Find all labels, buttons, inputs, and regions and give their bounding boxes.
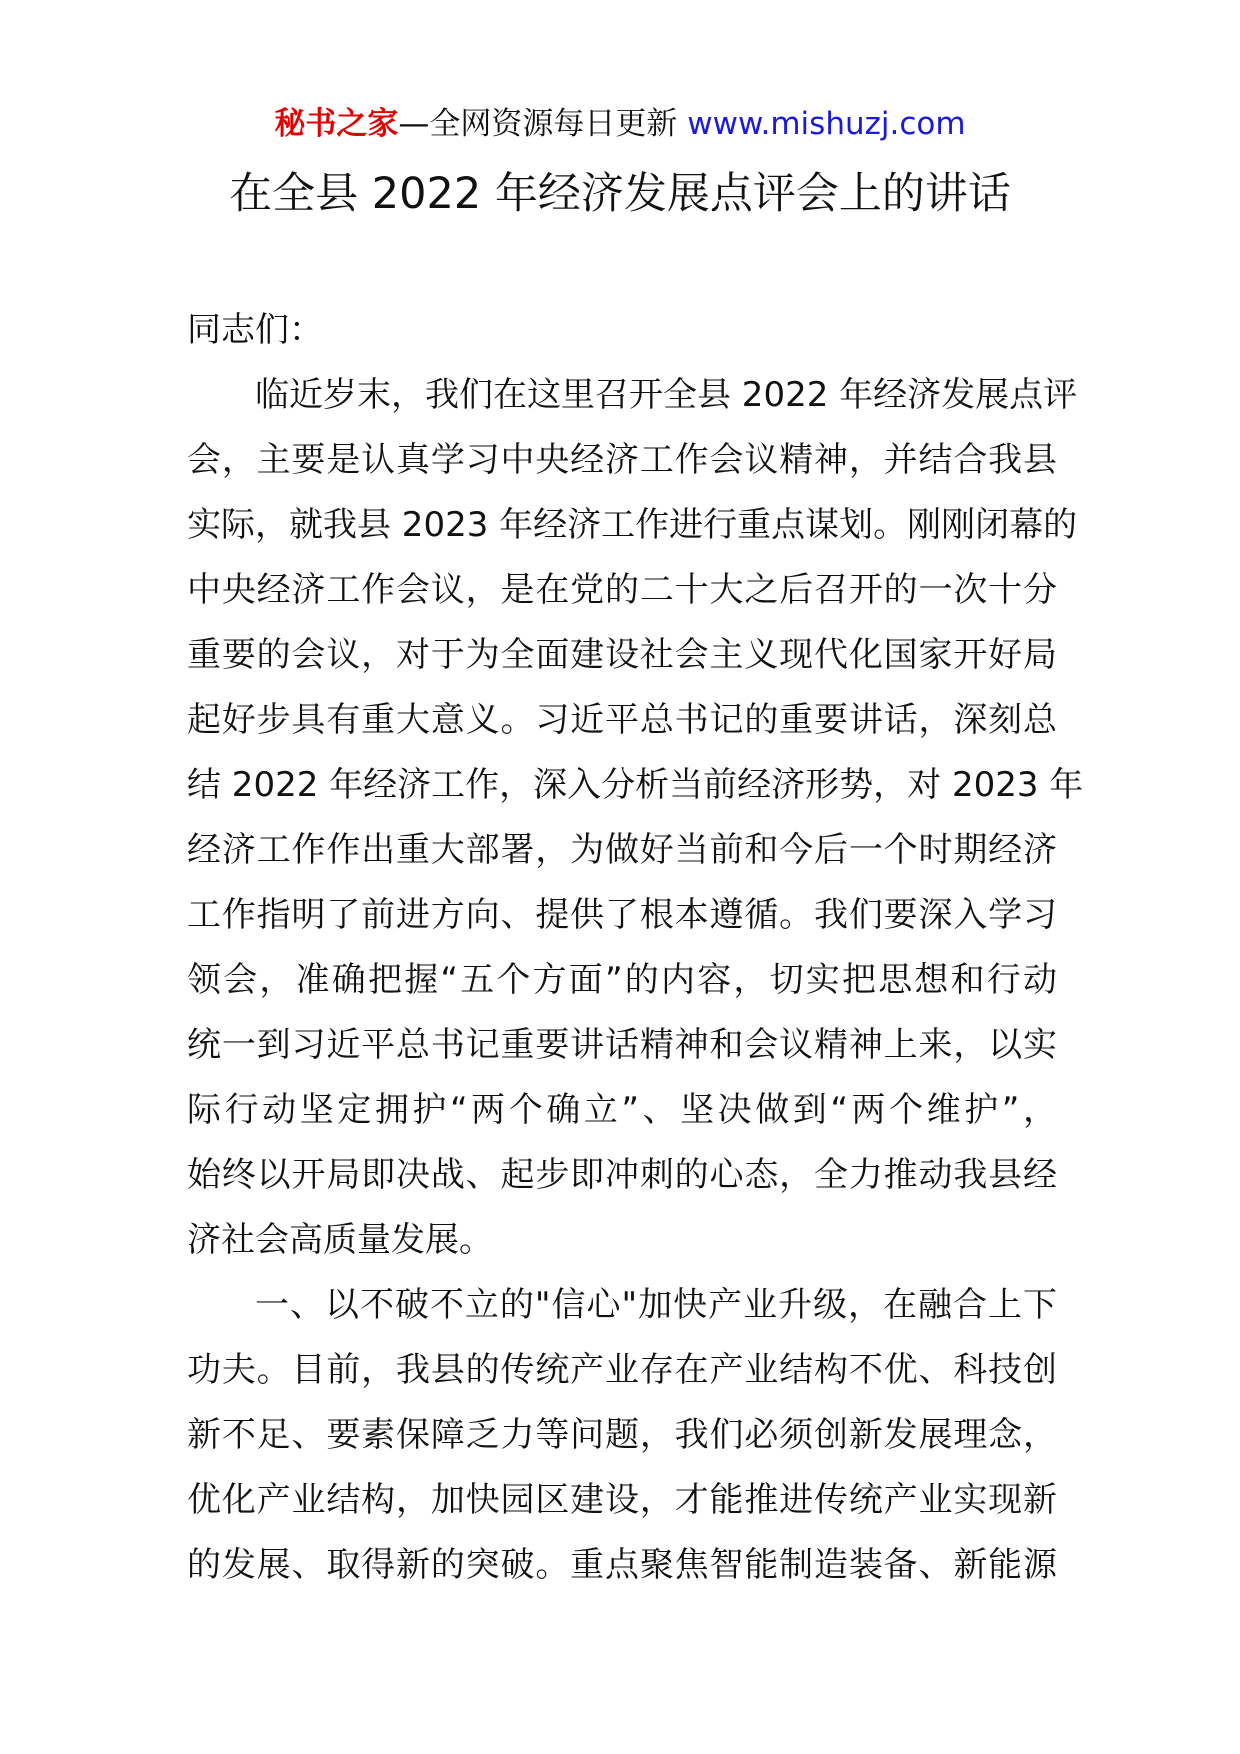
paragraph-line: 功夫。目前，我县的传统产业存在产业结构不优、科技创 (187, 1350, 1057, 1390)
header-tagline: —全网资源每日更新 (398, 106, 688, 142)
paragraph-line: 优化产业结构，加快园区建设，才能推进传统产业实现新 (187, 1480, 1057, 1520)
paragraph-line: 统一到习近平总书记重要讲话精神和会议精神上来，以实 (187, 1025, 1057, 1065)
header-url[interactable]: www.mishuzj.com (687, 106, 966, 142)
paragraph-line: 经济工作作出重大部署，为做好当前和今后一个时期经济 (187, 830, 1057, 870)
document-title: 在全县 2022 年经济发展点评会上的讲话 (229, 169, 1011, 219)
paragraph-line: 会，主要是认真学习中央经济工作会议精神，并结合我县 (187, 440, 1057, 480)
paragraph-line: 临近岁末，我们在这里召开全县 2022 年经济发展点评 (255, 375, 1078, 415)
paragraph-line: 济社会高质量发展。 (187, 1220, 493, 1260)
paragraph-line: 起好步具有重大意义。习近平总书记的重要讲话，深刻总 (187, 700, 1057, 740)
paragraph-line: 领会，准确把握“五个方面”的内容，切实把思想和行动 (187, 960, 1057, 1000)
paragraph-line: 始终以开局即决战、起步即冲刺的心态，全力推动我县经 (187, 1155, 1057, 1195)
paragraph-line: 中央经济工作会议，是在党的二十大之后召开的一次十分 (187, 570, 1057, 610)
paragraph-line: 际行动坚定拥护“两个确立”、坚决做到“两个维护”， (187, 1090, 1057, 1130)
paragraph-line: 结 2022 年经济工作，深入分析当前经济形势，对 2023 年 (187, 765, 1084, 805)
paragraph-line: 工作指明了前进方向、提供了根本遵循。我们要深入学习 (187, 895, 1057, 935)
site-header (0, 104, 1240, 144)
paragraph-line: 新不足、要素保障乏力等问题，我们必须创新发展理念， (187, 1415, 1057, 1455)
salutation: 同志们： (187, 310, 323, 350)
paragraph-line: 的发展、取得新的突破。重点聚焦智能制造装备、新能源 (187, 1545, 1057, 1585)
paragraph-line: 实际，就我县 2023 年经济工作进行重点谋划。刚刚闭幕的 (187, 505, 1078, 545)
brand-name: 秘书之家 (274, 106, 399, 142)
document-body (187, 298, 1084, 1598)
paragraph-line: 重要的会议，对于为全面建设社会主义现代化国家开好局 (187, 635, 1057, 675)
section-heading-line: 一、以不破不立的"信心"加快产业升级，在融合上下 (255, 1285, 1057, 1325)
